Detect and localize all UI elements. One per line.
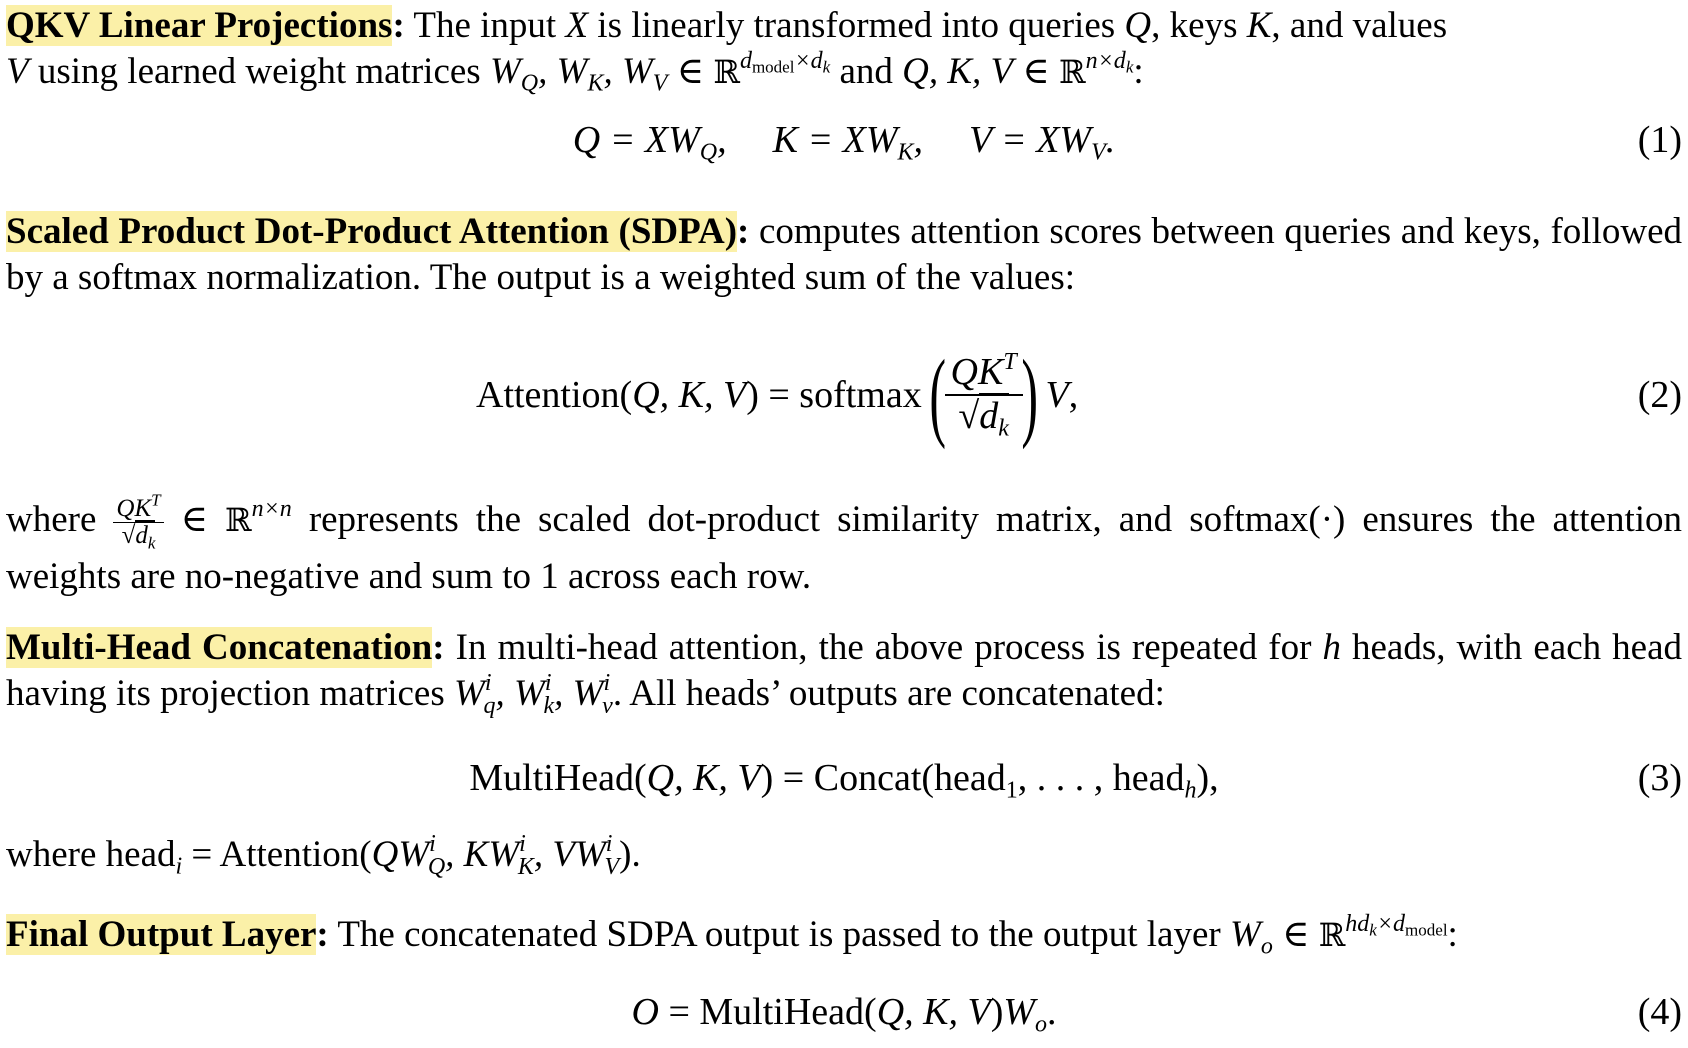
equation-number-4: (4)	[1637, 991, 1682, 1033]
multihead-where-paragraph: where head$_i$ = $Attention(QW^i_Q$, $KW^i_K$, $VW^i_V$).	[6, 831, 641, 880]
qkv-heading: QKV Linear Projections	[6, 5, 393, 46]
sdpa-paragraph: Scaled Product Dot-Product Attention (SDPA): computes attention scores between queries and keys, followed by a softmax normalization. The output is a weighted sum of the values:	[6, 211, 1682, 298]
equation-4: O = MultiHead(Q, K, $V)W_o$. (4)	[6, 982, 1682, 1042]
equation-3: MultiHead(Q, K, V) = Concat(head$_1$, . . . , head$_h$), (3)	[6, 748, 1682, 808]
final-heading: Final Output Layer	[6, 914, 317, 955]
equation-number-1: (1)	[1637, 119, 1682, 161]
equation-number-2: (2)	[1637, 374, 1682, 416]
equation-1: $Q = XW_Q$, $K = XW_K$, $V = XW_V$. (1)	[6, 110, 1682, 170]
final-paragraph: Final Output Layer: The concatenated SDPA output is passed to the output layer $W_o$ ∈ ℝ$^{hd_k\times d_{model}}$:	[6, 911, 1458, 960]
equation-number-3: (3)	[1637, 757, 1682, 799]
equation-2: Attention ( Q, K, V ) = softmax ( $\frac{QK^T}{√d_k}$ ) V , (2)	[476, 339, 1682, 450]
sdpa-heading: Scaled Product Dot-Product Attention (SDPA)	[6, 211, 738, 252]
multihead-paragraph: Multi-Head Concatenation: In multi-head attention, the above process is repeated for h heads, with each head having its projection matrices $W^i_q$, $W^i_k$, $W^i_v$. All heads’ outputs are concatenated:	[6, 627, 1683, 719]
qkv-paragraph: QKV Linear Projections: The input X is linearly transformed into queries Q, keys K, and values V using learned weight matrices $W_Q$, $W_K$, $W_V$ ∈ ℝ$^{d_{model}\times d_k}$ and Q, K, V ∈ ℝ$^{n\times d_k}$:	[6, 5, 1448, 97]
multihead-heading: Multi-Head Concatenation	[6, 627, 433, 668]
sdpa-where-paragraph: where $\frac{QK^T}{√d_k}$ ∈ ℝ$^{n\times n}$ represents the scaled dot-product similarity matrix, and softmax(·) ensures the attention weights are no-negative and sum to 1 across each row.	[6, 490, 1683, 598]
